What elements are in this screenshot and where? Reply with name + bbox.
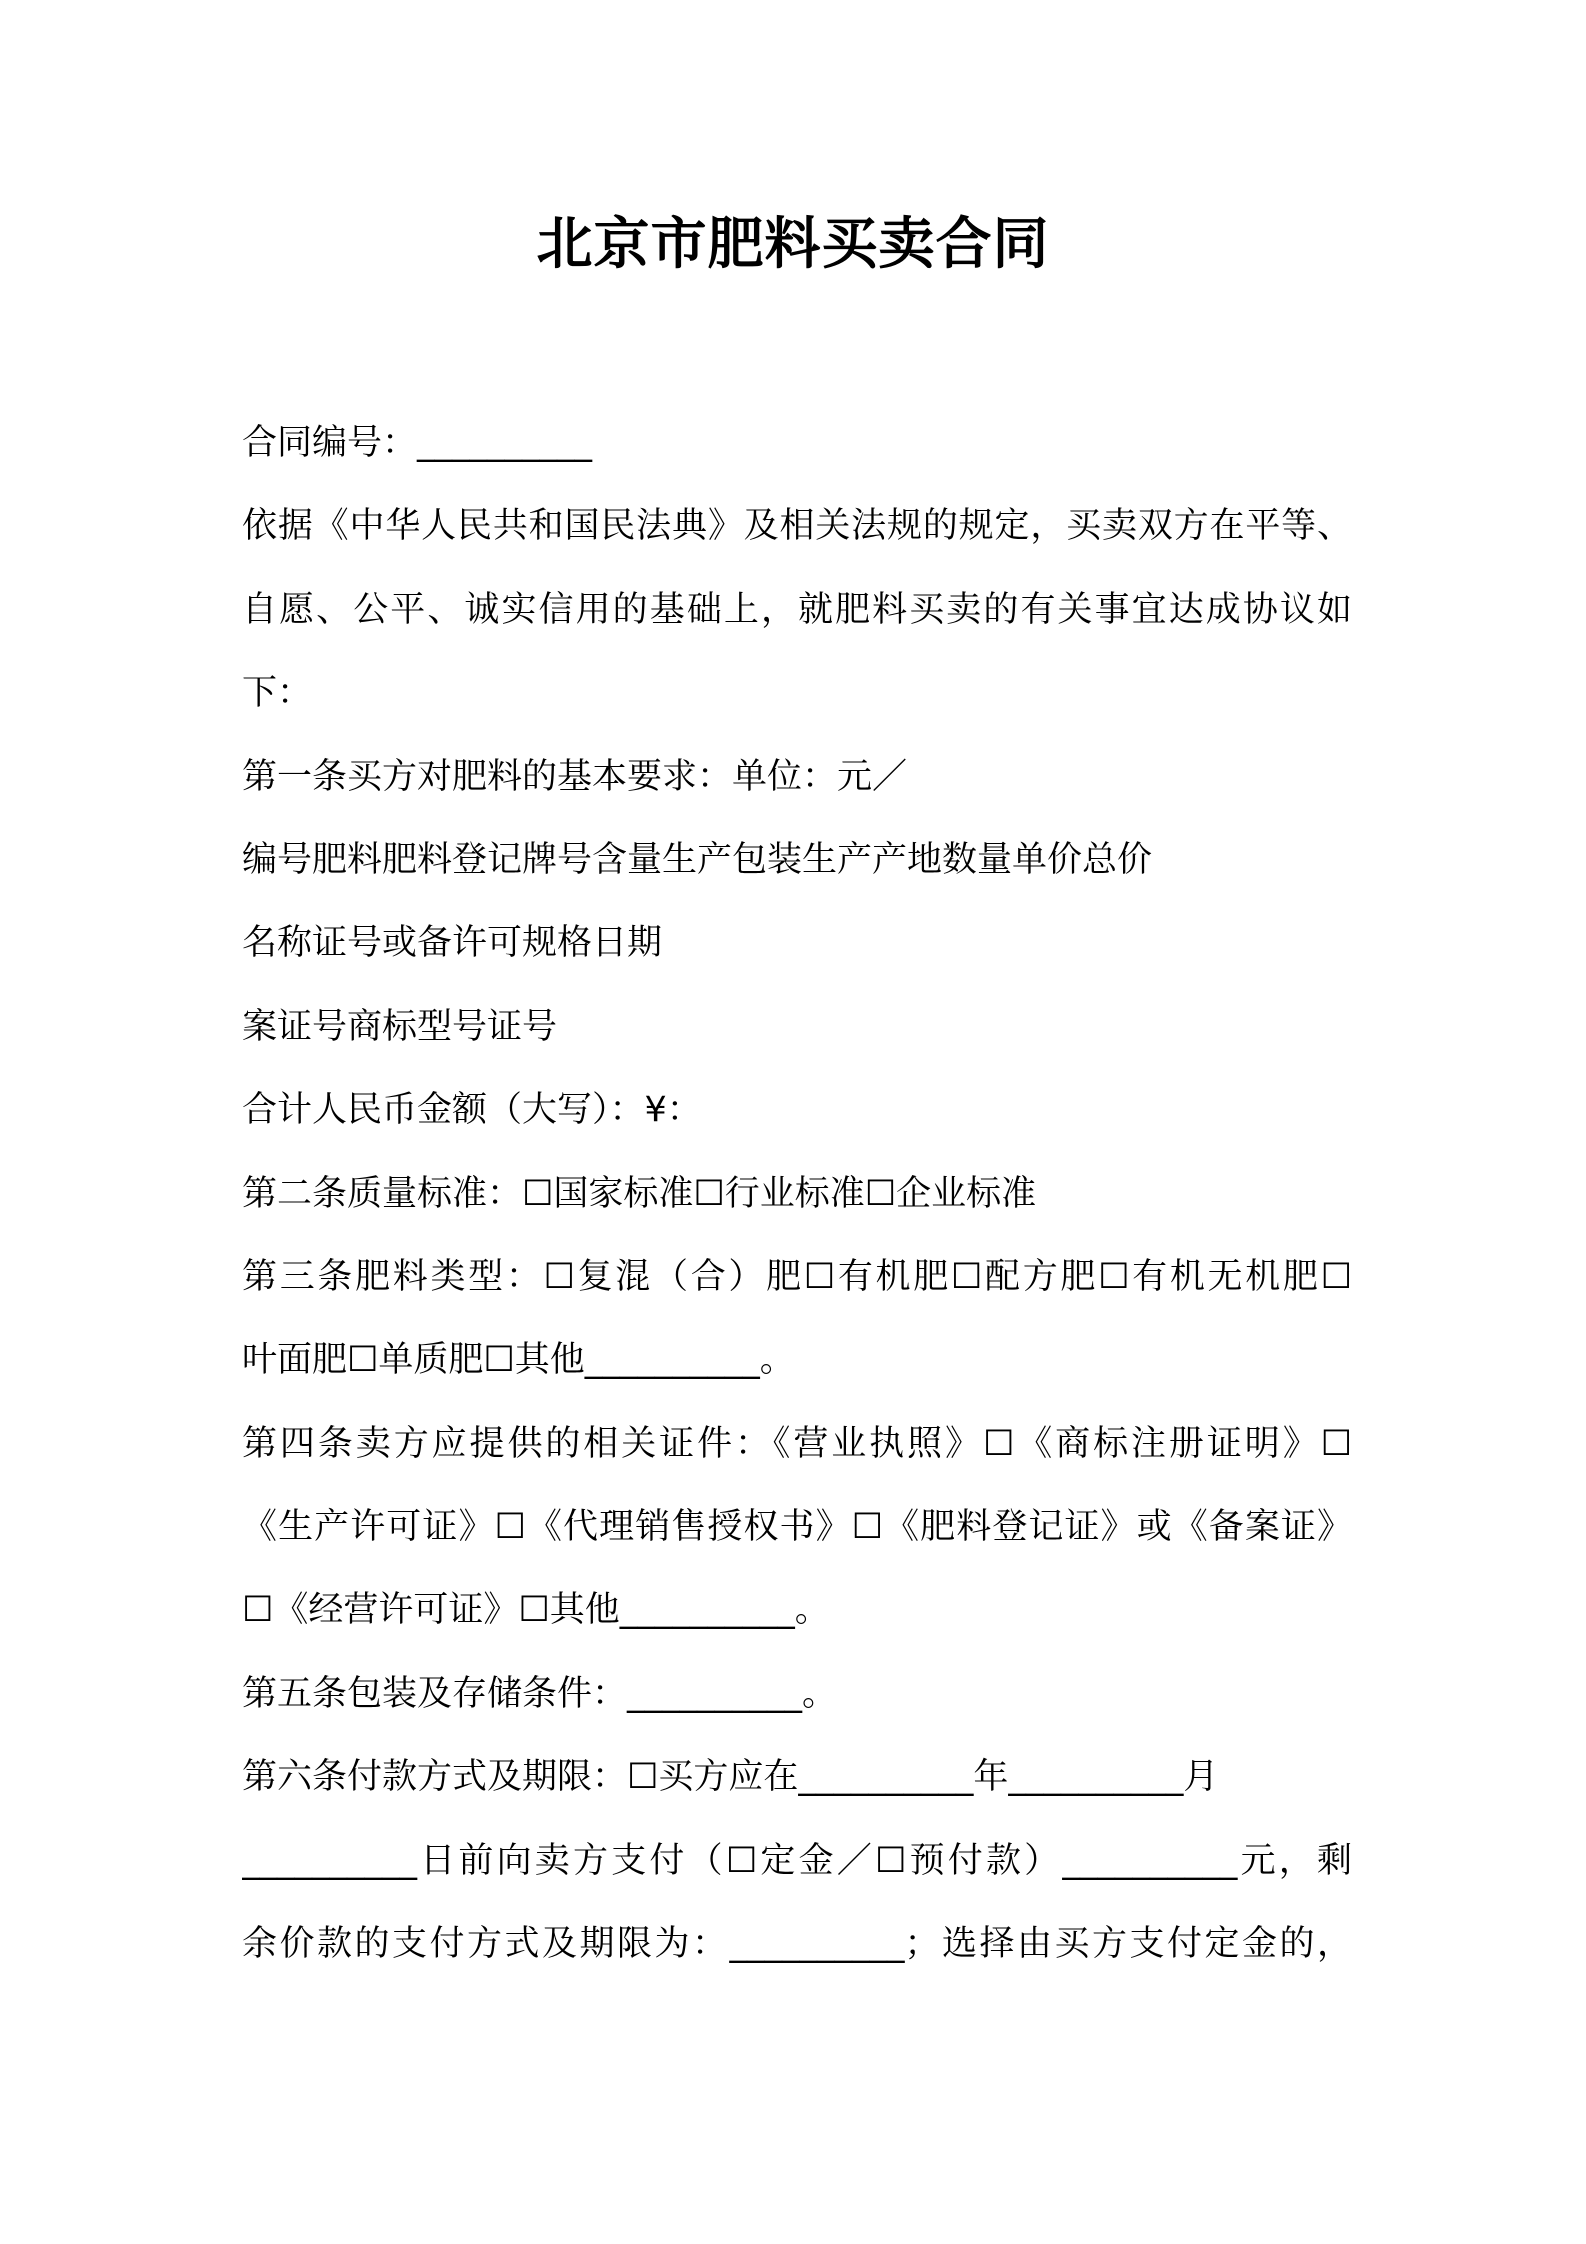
preamble-line-1: 依据《中华人民共和国民法典》及相关法规的规定，买卖双方在平等、 bbox=[242, 506, 1352, 547]
article-1-columns-row-1: 编号肥料肥料登记牌号含量生产包装生产产地数量单价总价 bbox=[242, 839, 1153, 880]
total-amount-line: 合计人民币金额（大写）：¥： bbox=[242, 1090, 702, 1131]
article-3-line-2: 叶面肥☐单质肥☐其他__________。 bbox=[242, 1340, 795, 1381]
article-6-line-1: 第六条付款方式及期限：☐买方应在__________年__________月 bbox=[242, 1757, 1219, 1798]
document-title: 北京市肥料买卖合同 bbox=[536, 212, 1050, 277]
article-2-line: 第二条质量标准：☐国家标准☐行业标准☐企业标准 bbox=[242, 1173, 1037, 1214]
article-4-line-2: 《生产许可证》☐《代理销售授权书》☐《肥料登记证》或《备案证》 bbox=[242, 1507, 1352, 1548]
article-6-line-2: __________日前向卖方支付（☐定金／☐预付款）__________元，剩 bbox=[242, 1840, 1352, 1881]
article-1-columns-row-3: 案证号商标型号证号 bbox=[242, 1006, 558, 1047]
article-5-line: 第五条包装及存储条件：__________。 bbox=[242, 1673, 838, 1714]
article-1-heading: 第一条买方对肥料的基本要求：单位：元／ bbox=[242, 756, 908, 797]
article-6-line-3: 余价款的支付方式及期限为：__________；选择由买方支付定金的， bbox=[242, 1924, 1352, 1965]
article-1-columns-row-2: 名称证号或备许可规格日期 bbox=[242, 923, 663, 964]
article-4-line-1: 第四条卖方应提供的相关证件：《营业执照》☐《商标注册证明》☐ bbox=[242, 1423, 1352, 1464]
article-3-line-1: 第三条肥料类型：☐复混（合）肥☐有机肥☐配方肥☐有机无机肥☐ bbox=[242, 1256, 1352, 1297]
preamble-line-2: 自愿、公平、诚实信用的基础上，就肥料买卖的有关事宜达成协议如 bbox=[242, 589, 1352, 630]
document-body bbox=[242, 402, 1352, 1986]
contract-number-line: 合同编号：__________ bbox=[242, 423, 593, 463]
preamble-line-3: 下： bbox=[242, 673, 313, 714]
article-4-line-3: ☐《经营许可证》☐其他__________。 bbox=[242, 1590, 830, 1631]
